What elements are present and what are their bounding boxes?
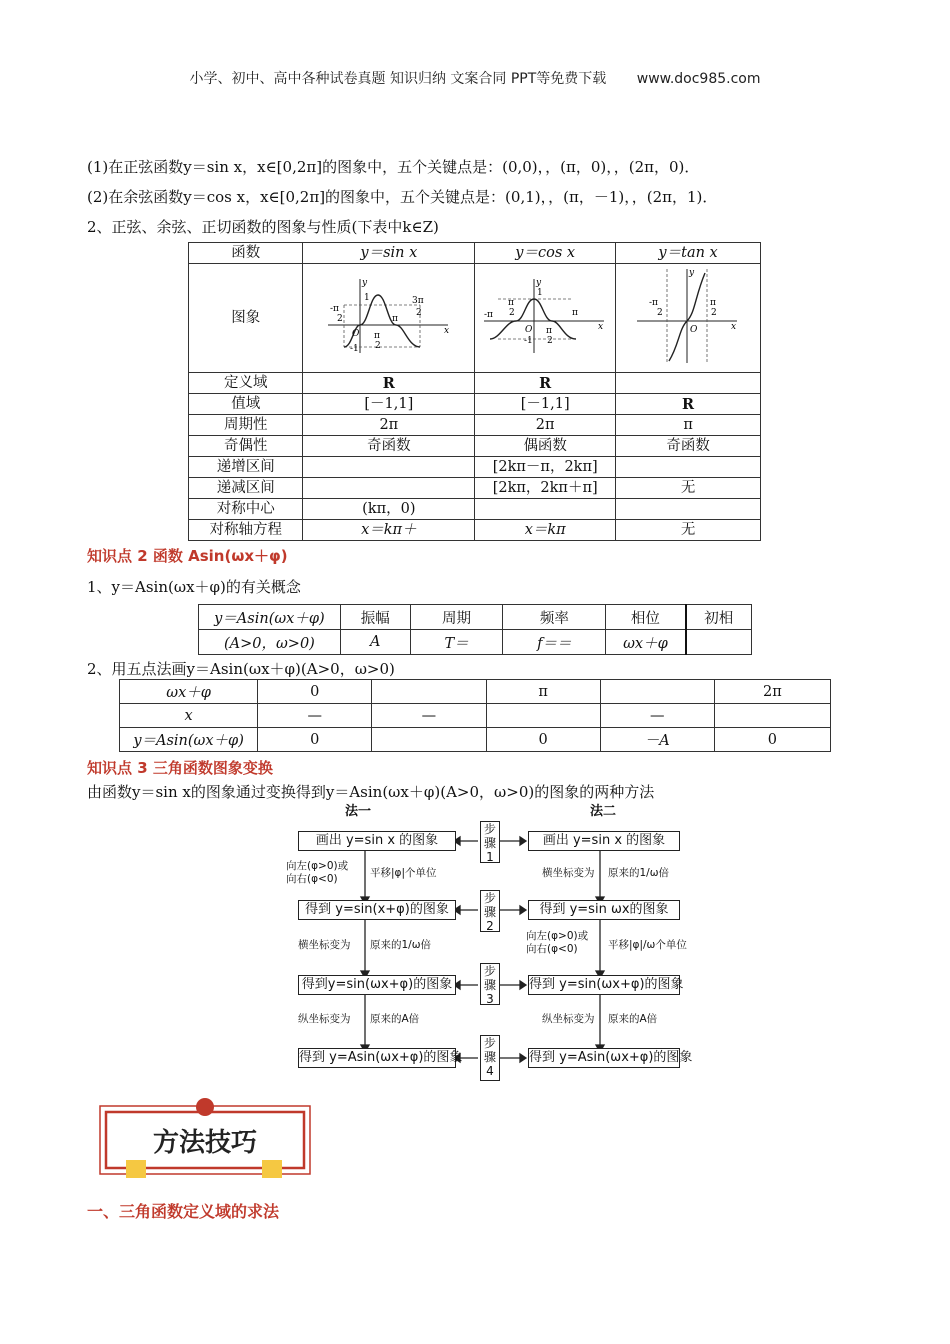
table-row: [120, 728, 831, 752]
table-cell: 0: [714, 728, 830, 752]
table-cell: 2π: [714, 680, 830, 704]
cos-curve: [490, 299, 579, 339]
table-cell: 0: [258, 728, 372, 752]
table-cell: [303, 457, 475, 478]
tick-label: 2: [657, 308, 663, 318]
tick-label: 1: [363, 293, 370, 303]
cos-graph-cell: [475, 264, 616, 373]
table-cell: 定义域: [189, 373, 303, 394]
axis-label: x: [598, 322, 604, 332]
sin-graph: [324, 275, 454, 355]
table-cell: 相位: [606, 605, 686, 630]
left-note-y-factor: 原来的A倍: [370, 1013, 420, 1025]
table-cell: 对称中心: [189, 499, 303, 520]
table-cell: 周期: [410, 605, 503, 630]
left-box-2: 得到 y=sin(x+φ)的图象: [298, 900, 456, 920]
table-cell: (A>0，ω>0): [199, 630, 341, 655]
table-cell: 2π: [475, 415, 616, 436]
table-cell: [－1,1]: [303, 394, 475, 415]
table-row: [189, 436, 761, 457]
step-3: 步骤3: [480, 963, 500, 1005]
table-cell: 偶函数: [475, 436, 616, 457]
table-row: [189, 243, 761, 264]
left-note-y-scale: 纵坐标变为: [298, 1013, 351, 1025]
table-cell: 递增区间: [189, 457, 303, 478]
table-row: [199, 630, 752, 655]
tick-label: -π: [649, 298, 659, 308]
table-cell: ωx＋φ: [606, 630, 686, 655]
tick-label: π: [373, 331, 380, 341]
cos-keypoints-line: (2)在余弦函数y＝cos x，x∈[0,2π]的图象中，五个关键点是：(0,1)，，(π，－1)，，(2π，1)．: [87, 188, 718, 206]
table-cell: —: [600, 704, 714, 728]
step-4: 步骤4: [480, 1035, 500, 1081]
table-cell: π: [486, 680, 600, 704]
right-note-y-scale: 纵坐标变为: [542, 1013, 595, 1025]
axis-label: y: [536, 278, 542, 288]
right-note-shift-amt: 平移|φ|/ω个单位: [608, 939, 687, 951]
tick-label: -π: [329, 304, 339, 314]
table-cell: —: [372, 704, 486, 728]
table-cell: 振幅: [340, 605, 410, 630]
tick-label: -π: [484, 310, 494, 320]
concept-table: [198, 604, 752, 655]
table-cell: 奇偶性: [189, 436, 303, 457]
table-row: [189, 478, 761, 499]
table-cell: T＝: [410, 630, 503, 655]
section2-title: 2、正弦、余弦、正切函数的图象与性质(下表中k∈Z): [87, 218, 439, 236]
table-cell: [616, 373, 761, 394]
table-row: [189, 520, 761, 541]
table-cell: 周期性: [189, 415, 303, 436]
tick-label: π: [391, 314, 398, 324]
right-box-2: 得到 y=sin ωx的图象: [528, 900, 680, 920]
badge-pin-icon: [196, 1098, 214, 1116]
transform-flowchart: [270, 804, 693, 1085]
kp2-title: 知识点 2 函数 Asin(ωx＋φ): [87, 547, 288, 565]
table-cell: 初相: [686, 605, 752, 630]
table-cell: －A: [600, 728, 714, 752]
right-note-x-scale: 横坐标变为: [542, 867, 595, 879]
table-cell: π: [616, 415, 761, 436]
axis-label: y: [689, 268, 695, 278]
tick-label: 2: [336, 314, 343, 324]
table-cell: x: [120, 704, 258, 728]
table-cell: R: [616, 394, 761, 415]
table-row: [189, 415, 761, 436]
left-box-3: 得到y=sin(ωx+φ)的图象: [298, 975, 456, 995]
tick-label: 1: [537, 288, 543, 298]
header-text: 小学、初中、高中各种试卷真题 知识归纳 文案合同 PPT等免费下载: [189, 71, 607, 87]
left-box-4: 得到 y=Asin(ωx+φ)的图象: [298, 1048, 456, 1068]
table-row: [189, 394, 761, 415]
step-1: 步骤1: [480, 821, 500, 863]
tan-graph: [633, 265, 743, 365]
ribbon-right-icon: [262, 1160, 282, 1178]
badge-title: 方法技巧: [152, 1128, 257, 1158]
axis-label: y: [361, 278, 367, 288]
table-header: 函数: [189, 243, 303, 264]
table-cell: 0: [486, 728, 600, 752]
table-cell: [475, 499, 616, 520]
kp3-title: 知识点 3 三角函数图象变换: [87, 759, 273, 777]
table-cell: 值域: [189, 394, 303, 415]
table-cell: [616, 457, 761, 478]
table-cell: 0: [258, 680, 372, 704]
table-cell: 奇函数: [616, 436, 761, 457]
right-note-shift-dir: 向左(φ>0)或向右(φ<0): [526, 930, 589, 955]
table-cell: [303, 478, 475, 499]
table-cell: 2π: [303, 415, 475, 436]
sin-curve: [344, 295, 420, 347]
table-row: [189, 373, 761, 394]
table-cell: [714, 704, 830, 728]
trig-properties-table: [188, 242, 761, 541]
tick-label: -1: [524, 336, 533, 346]
right-box-4: 得到 y=Asin(ωx+φ)的图象: [528, 1048, 680, 1068]
table-cell: [－1,1]: [475, 394, 616, 415]
five-point-table: [119, 679, 831, 752]
tick-label: π: [572, 308, 579, 318]
table-row: [189, 499, 761, 520]
table-cell: [2kπ－π，2kπ]: [475, 457, 616, 478]
origin-label: O: [690, 325, 698, 335]
table-cell: x＝kπ＋: [303, 520, 475, 541]
table-cell: 频率: [503, 605, 606, 630]
method2-label: 法二: [590, 804, 617, 819]
step-2: 步骤2: [480, 890, 500, 932]
table-row: [120, 680, 831, 704]
right-note-y-factor: 原来的A倍: [608, 1013, 658, 1025]
tick-label: 2: [374, 341, 381, 351]
ribbon-left-icon: [126, 1160, 146, 1178]
sin-keypoints-line: (1)在正弦函数y＝sin x，x∈[0,2π]的图象中，五个关键点是：(0,0)，，(π，0)，，(2π，0)．: [87, 158, 700, 176]
table-cell: 无: [616, 478, 761, 499]
header-url[interactable]: www.doc985.com: [636, 71, 761, 87]
method1-label: 法一: [345, 804, 372, 819]
page-header: [0, 68, 950, 88]
table-cell: A: [340, 630, 410, 655]
left-note-shift-amt: 平移|φ|个单位: [370, 867, 437, 879]
right-box-1: 画出 y=sin x 的图象: [528, 831, 680, 851]
table-cell: x＝kπ: [475, 520, 616, 541]
kp2-sub1: 1、y＝Asin(ωx＋φ)的有关概念: [87, 578, 301, 596]
table-row: [189, 457, 761, 478]
table-cell: y＝Asin(ωx＋φ): [199, 605, 341, 630]
origin-label: O: [351, 329, 360, 339]
left-box-1: 画出 y=sin x 的图象: [298, 831, 456, 851]
tick-label: 2: [547, 336, 553, 346]
table-cell: [2kπ，2kπ＋π]: [475, 478, 616, 499]
table-cell: 递减区间: [189, 478, 303, 499]
table-cell: [616, 499, 761, 520]
table-cell: f＝＝: [503, 630, 606, 655]
cos-graph: [480, 275, 610, 355]
table-row-graphs: [189, 264, 761, 373]
tick-label: π: [710, 298, 716, 308]
kp2-sub2: 2、用五点法画y＝Asin(ωx＋φ)(A>0，ω>0): [87, 660, 395, 678]
table-cell: 无: [616, 520, 761, 541]
kp3-desc: 由函数y＝sin x的图象通过变换得到y＝Asin(ωx＋φ)(A>0，ω>0)的图象的两种方法: [87, 783, 655, 801]
table-cell: y＝Asin(ωx＋φ): [120, 728, 258, 752]
table-cell: R: [303, 373, 475, 394]
table-cell: 奇函数: [303, 436, 475, 457]
sin-graph-cell: [303, 264, 475, 373]
tan-graph-cell: [616, 264, 761, 373]
method-badge: [98, 1098, 312, 1178]
table-cell: 对称轴方程: [189, 520, 303, 541]
section-heading: 一、三角函数定义域的求法: [87, 1202, 280, 1221]
table-cell: 图象: [189, 264, 303, 373]
tick-label: π: [546, 326, 553, 336]
tick-label: 3π: [411, 296, 424, 306]
table-header: y＝cos x: [475, 243, 616, 264]
table-cell: (kπ，0): [303, 499, 475, 520]
table-cell: ωx＋φ: [120, 680, 258, 704]
tick-label: 2: [415, 308, 422, 318]
axis-label: x: [731, 322, 737, 332]
table-cell: —: [258, 704, 372, 728]
table-row: [199, 605, 752, 630]
tick-label: -1: [349, 344, 359, 354]
right-box-3: 得到 y=sin(ωx+φ)的图象: [528, 975, 680, 995]
table-row: [120, 704, 831, 728]
table-cell: [372, 680, 486, 704]
table-header: y＝tan x: [616, 243, 761, 264]
left-note-shift-dir: 向左(φ>0)或向右(φ<0): [286, 860, 349, 885]
table-cell: [600, 680, 714, 704]
left-note-x-scale: 横坐标变为: [298, 939, 351, 951]
table-cell: [486, 704, 600, 728]
axis-label: x: [443, 326, 449, 336]
table-cell: R: [475, 373, 616, 394]
tick-label: 2: [711, 308, 717, 318]
table-cell: [372, 728, 486, 752]
origin-label: O: [525, 325, 533, 335]
right-note-x-factor: 原来的1/ω倍: [608, 867, 670, 879]
table-header: y＝sin x: [303, 243, 475, 264]
tick-label: π: [508, 298, 515, 308]
table-cell: [686, 630, 752, 655]
left-note-x-factor: 原来的1/ω倍: [370, 939, 432, 951]
tick-label: 2: [509, 308, 515, 318]
